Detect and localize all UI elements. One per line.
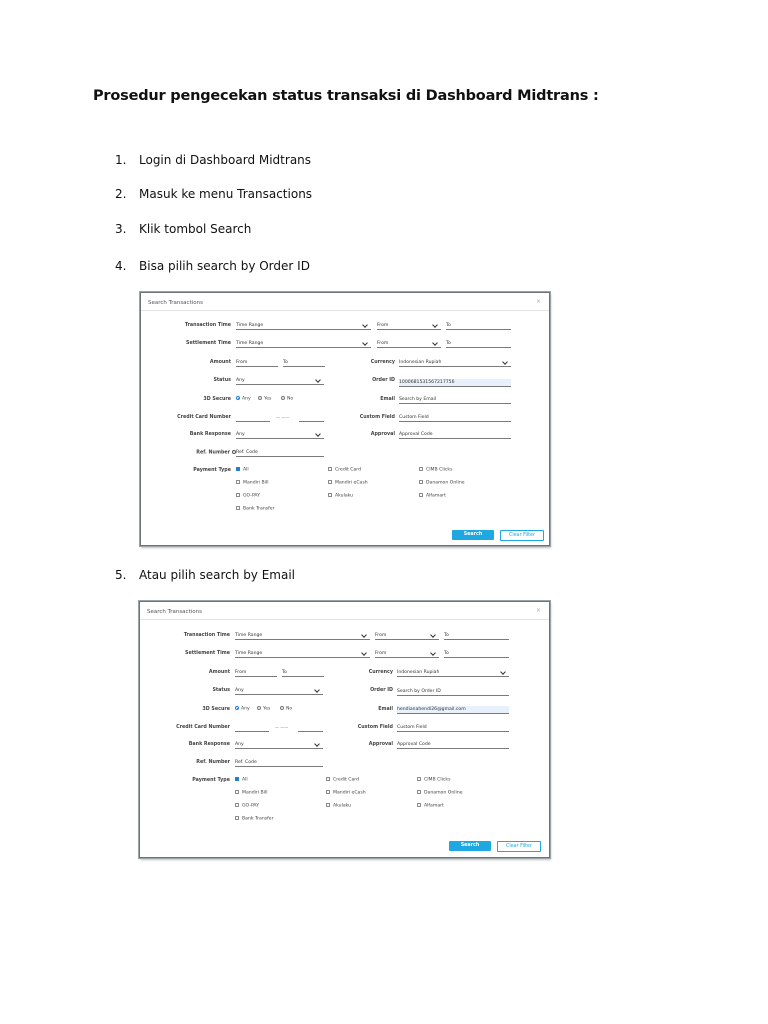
checkbox-icon [235,816,239,820]
transaction-time-label: Transaction Time [183,633,230,638]
payment-type-bank-transfer-checkbox[interactable] [236,506,274,512]
3d-secure-any-radio[interactable] [236,396,251,402]
amount-label: Amount [209,360,231,365]
payment-type-credit-card-checkbox[interactable] [328,467,361,473]
checkbox-icon [328,493,332,497]
step-text: Bisa pilih search by Order ID [139,259,310,273]
amount-to-field[interactable]: To [282,669,324,677]
email-field[interactable]: Search by Email [399,396,511,404]
currency-label: Currency [370,360,395,365]
step-number: 3. [115,222,127,236]
checkbox-icon [235,803,239,807]
step-3 [115,222,251,236]
option-label: Credit Card [333,777,360,783]
approval-label: Approval [368,742,393,747]
payment-type-all-checkbox[interactable] [236,467,249,473]
transaction-time-label: Transaction Time [184,323,231,328]
option-label: Mandiri eCash [335,480,368,486]
ref-number-field[interactable]: Ref. Code [236,449,324,457]
credit-card-last-digits-field[interactable] [298,724,323,732]
ref-number-field[interactable]: Ref. Code [235,759,323,767]
3d-secure-label: 3D Secure [202,707,230,712]
order-id-label: Order ID [370,688,393,693]
option-label: CIMB Clicks [426,467,453,473]
option-label: Mandiri Bill [242,790,268,796]
credit-card-number-label: Credit Card Number [176,725,230,730]
custom-field-input[interactable]: Custom Field [397,724,509,732]
payment-type-label: Payment Type [192,778,230,783]
approval-code-field[interactable]: Approval Code [399,431,511,439]
email-field[interactable]: hendianahendi26@gmail.com [397,706,509,714]
option-label: Bank Transfer [242,816,274,822]
radio-selected-icon [235,706,239,710]
step-number: 1. [115,153,127,167]
transaction-time-from-select[interactable]: From [375,632,439,640]
payment-type-danamon-online-checkbox[interactable] [417,790,463,796]
credit-card-separator: — —— [275,725,289,730]
payment-type-mandiri-bill-checkbox[interactable] [235,790,268,796]
checkbox-icon [235,790,239,794]
3d-secure-yes-radio[interactable] [258,396,271,402]
checkbox-icon [417,790,421,794]
option-label: Yes [264,396,272,402]
order-id-field[interactable]: 1000681531567217756 [399,379,511,387]
option-label: Akulaku [333,803,352,809]
payment-type-alfamart-checkbox[interactable] [417,803,444,809]
checkbox-checked-icon [235,777,239,781]
option-label: GO-PAY [243,493,261,499]
transaction-time-to-field[interactable]: To [444,632,509,640]
option-label: No [286,706,293,712]
radio-icon [280,706,284,710]
payment-type-all-checkbox[interactable] [235,777,248,783]
approval-label: Approval [370,432,395,437]
custom-field-input[interactable]: Custom Field [399,414,511,422]
search-button[interactable]: Search [449,841,491,851]
dialog-title: Search Transactions [147,609,202,615]
transaction-time-from-select[interactable]: From [377,322,441,330]
amount-to-field[interactable]: To [283,359,325,367]
currency-label: Currency [368,670,393,675]
divider [141,310,549,311]
3d-secure-any-radio[interactable] [235,706,250,712]
step-number: 4. [115,259,127,273]
approval-code-field[interactable]: Approval Code [397,741,509,749]
option-label: Alfamart [424,803,444,809]
payment-type-akulaku-checkbox[interactable] [328,493,353,499]
payment-type-mandiri-ecash-checkbox[interactable] [328,480,368,486]
currency-select[interactable]: Indonesian Rupiah [397,669,509,677]
checkbox-icon [328,467,332,471]
order-id-label: Order ID [372,378,395,383]
step-text: Login di Dashboard Midtrans [139,153,312,167]
email-label: Email [378,707,393,712]
checkbox-icon [236,480,240,484]
credit-card-separator: — —— [276,415,290,420]
bank-response-select[interactable]: Any [235,741,323,749]
step-4 [115,259,310,273]
checkbox-icon [326,777,330,781]
bank-response-label: Bank Response [189,432,231,437]
step-text: Masuk ke menu Transactions [139,187,313,201]
amount-label: Amount [208,670,230,675]
clear-filter-button[interactable]: Clear Filter [497,841,541,852]
step-1 [115,153,311,167]
3d-secure-no-radio[interactable] [280,706,292,712]
option-label: Any [242,396,251,402]
checkbox-icon [417,803,421,807]
checkbox-icon [326,803,330,807]
option-label: Danamon Online [424,790,463,796]
credit-card-first-digits-field[interactable] [236,414,270,422]
payment-type-credit-card-checkbox[interactable] [326,777,359,783]
step-text: Atau pilih search by Email [139,568,296,582]
status-select[interactable]: Any [235,687,323,695]
clear-filter-button[interactable]: Clear Filter [500,530,544,541]
email-label: Email [380,397,395,402]
step-number: 2. [115,187,127,201]
ref-number-label [196,450,236,456]
settlement-time-to-field[interactable]: To [444,650,509,658]
checkbox-icon [417,777,421,781]
option-label: Yes [263,706,271,712]
search-transactions-dialog-order-id [140,292,550,546]
document-title: Prosedur pengecekan status transaksi di Dashboard Midtrans : [93,88,599,104]
settlement-time-from-select[interactable]: From [377,340,441,348]
checkbox-icon [419,467,423,471]
payment-type-mandiri-bill-checkbox[interactable] [236,480,269,486]
step-text: Klik tombol Search [139,222,252,236]
radio-icon [281,396,285,400]
option-label: GO-PAY [242,803,260,809]
close-icon[interactable]: × [535,298,541,305]
settlement-time-to-field[interactable]: To [446,340,511,348]
option-label: All [243,467,249,473]
option-label: No [287,396,294,402]
payment-type-gopay-checkbox[interactable] [235,803,259,809]
radio-icon [258,396,262,400]
search-button[interactable]: Search [452,530,494,540]
option-label: Danamon Online [426,480,465,486]
custom-field-label: Custom Field [359,415,395,420]
credit-card-last-digits-field[interactable] [299,414,324,422]
status-label: Status [212,688,230,693]
dialog-title: Search Transactions [148,300,203,306]
credit-card-first-digits-field[interactable] [235,724,269,732]
settlement-time-label: Settlement Time [186,341,231,346]
payment-type-gopay-checkbox[interactable] [236,493,260,499]
amount-from-field[interactable]: From [235,669,277,677]
option-label: Mandiri Bill [243,480,269,486]
status-select[interactable]: Any [236,377,324,385]
order-id-field[interactable]: Search by Order ID [397,688,509,696]
step-2 [115,187,312,201]
status-label: Status [213,378,231,383]
settlement-time-label: Settlement Time [185,651,230,656]
option-label: Akulaku [335,493,354,499]
step-number: 5. [115,568,127,582]
checkbox-icon [236,493,240,497]
option-label: All [242,777,248,783]
amount-from-field[interactable]: From [236,359,278,367]
bank-response-select[interactable]: Any [236,431,324,439]
transaction-time-range-select[interactable]: Time Range [236,322,371,330]
option-label: Any [241,706,250,712]
checkbox-icon [326,790,330,794]
checkbox-icon [236,506,240,510]
checkbox-icon [419,480,423,484]
option-label: Bank Transfer [243,506,275,512]
settlement-time-range-select[interactable]: Time Range [235,650,370,658]
payment-type-cimb-clicks-checkbox[interactable] [419,467,452,473]
payment-type-danamon-online-checkbox[interactable] [419,480,465,486]
payment-type-label: Payment Type [193,468,231,473]
payment-type-alfamart-checkbox[interactable] [419,493,446,499]
radio-icon [257,706,261,710]
option-label: Credit Card [335,467,362,473]
transaction-time-to-field[interactable]: To [446,322,511,330]
close-icon[interactable]: × [535,607,541,614]
option-label: Mandiri eCash [333,790,366,796]
transaction-time-range-select[interactable]: Time Range [235,632,370,640]
3d-secure-yes-radio[interactable] [257,706,270,712]
ref-number-label-text: Ref. Number [196,450,230,456]
radio-selected-icon [236,396,240,400]
option-label: CIMB Clicks [424,777,451,783]
divider [140,619,549,620]
custom-field-label: Custom Field [357,725,393,730]
payment-type-bank-transfer-checkbox[interactable] [235,816,273,822]
ref-number-label: Ref. Number [196,760,230,765]
payment-type-akulaku-checkbox[interactable] [326,803,351,809]
search-transactions-dialog-email [139,601,550,858]
settlement-time-range-select[interactable]: Time Range [236,340,371,348]
credit-card-number-label: Credit Card Number [177,415,231,420]
payment-type-mandiri-ecash-checkbox[interactable] [326,790,366,796]
currency-select[interactable]: Indonesian Rupiah [399,359,511,367]
option-label: Alfamart [426,493,446,499]
3d-secure-no-radio[interactable] [281,396,293,402]
step-5 [115,568,295,582]
3d-secure-label: 3D Secure [203,397,231,402]
payment-type-cimb-clicks-checkbox[interactable] [417,777,450,783]
settlement-time-from-select[interactable]: From [375,650,439,658]
checkbox-icon [419,493,423,497]
bank-response-label: Bank Response [188,742,230,747]
checkbox-icon [328,480,332,484]
checkbox-checked-icon [236,467,240,471]
